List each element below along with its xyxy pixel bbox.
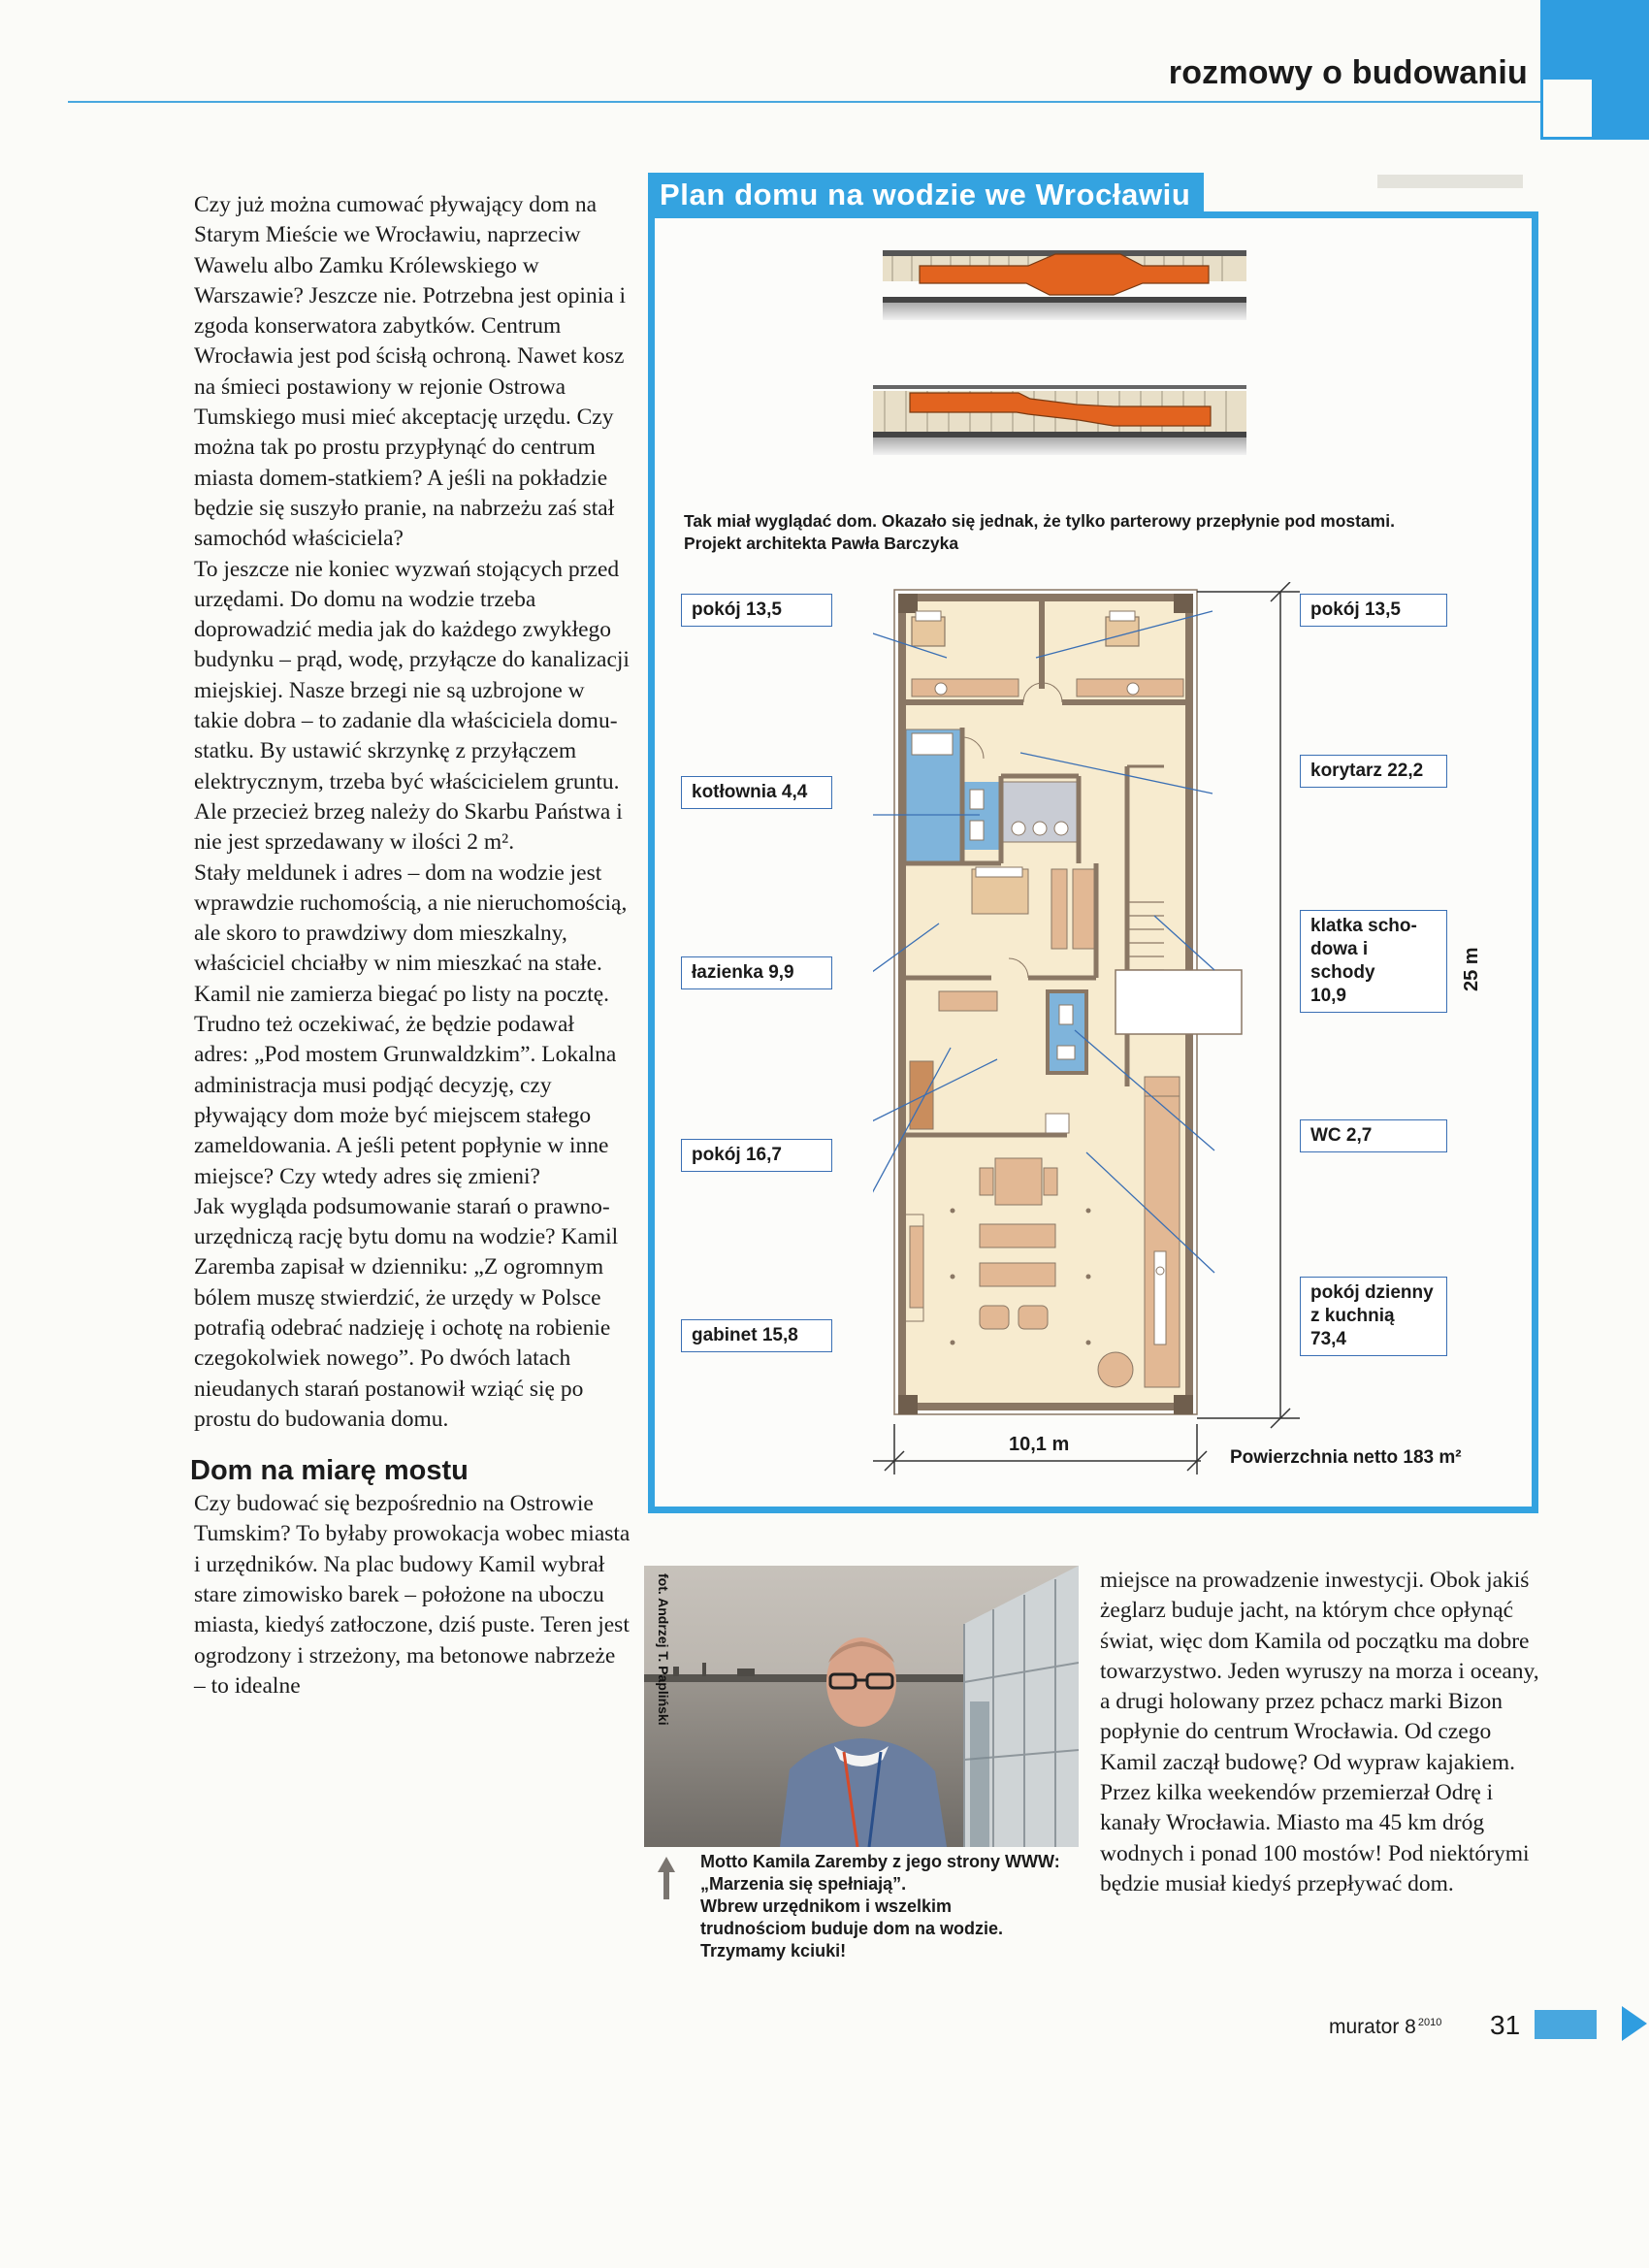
magazine-footer: [1329, 2016, 1441, 2039]
label-pokoj-167: pokój 16,7: [681, 1139, 832, 1172]
photo-caption: [700, 1851, 1079, 1962]
dimension-length: 25 m: [1461, 947, 1482, 991]
article-paragraph: Czy już można cumować pływający dom na Starym Mieście we Wrocławiu, naprzeciw Wawelu albo Zamku Królewskiego w Warszawie? Jeszcze nie. Potrzebna jest opinia i zgoda konserwatora zabytków. Centrum Wrocławia jest pod ścisłą ochroną. Nawet kosz na śmieci postawiony w rejonie Ostrowa Tumskiego musi mieć akceptację urzędu. Czy można tak po prostu przypłynąć do centrum miasta domem-statkiem? A jeśli na pokładzie będzie się suszyło pranie, na nabrzeżu zaś stał samochód właściciela?: [194, 192, 627, 552]
label-line: 10,9: [1310, 986, 1346, 1006]
magazine-year: 2010: [1417, 2017, 1442, 2028]
photo-caption-line: Trzymamy kciuki!: [700, 1941, 847, 1960]
figure-caption: [684, 510, 1479, 555]
label-lazienka: łazienka 9,9: [681, 956, 832, 989]
figure-title: Plan domu na wodzie we Wrocławiu: [648, 173, 1204, 217]
dimension-width: 10,1 m: [1009, 1434, 1070, 1455]
label-line: z kuchnią: [1310, 1306, 1395, 1326]
photo-caption-line: Wbrew urzędnikom i wszelkim: [700, 1896, 953, 1916]
up-arrow-icon: [656, 1855, 677, 1901]
header-rule: [68, 101, 1552, 103]
photo-credit: [646, 1570, 673, 1841]
house-elevation-drawings: [873, 244, 1300, 497]
magazine-name: murator 8: [1329, 2016, 1416, 2038]
label-wc: WC 2,7: [1300, 1119, 1447, 1152]
figure-caption-line: Projekt architekta Pawła Barczyka: [684, 534, 959, 553]
article-paragraph: Czy budować się bezpośrednio na Ostrowie Tumskim? To byłaby prowokacja wobec miasta i urzędników. Na plac budowy Kamil wybrał stare zimowisko barek – położone na uboczu miasta, kiedyś zatłoczone, dziś puste. Teren jest ogrodzony i strzeżony, ma betonowe nabrzeże – to idealne: [194, 1491, 630, 1699]
footer-bar: [1535, 2010, 1597, 2039]
label-pokoj-left: pokój 13,5: [681, 594, 832, 627]
label-kotlownia: kotłownia 4,4: [681, 776, 832, 809]
article-paragraph: Jak wygląda podsumowanie starań o prawno-urzędniczą rację bytu domu na wodzie? Kamil Zaremba zapisał w dzienniku: „Z ogromnym bólem muszę stwierdzić, że urzędy w Polsce potrafią odebrać nadzieję i ochotę na robienie czegokolwiek nowego”. Po dwóch latach nieudanych starań postanowił wziąć się po prostu do budowania domu.: [194, 1193, 619, 1432]
article-paragraph: Stały meldunek i adres – dom na wodzie jest wprawdzie ruchomością, a nie nieruchomością, ale skoro to prawdziwy dom mieszkalny, właściciel chciałby w nim mieszkać na stałe. Kamil nie zamierza biegać po listy na pocztę. Trudno też oczekiwać, że będzie podawał adres: „Pod mostem Grunwaldzkim”. Lokalna administracja musi podjąć decyzję, czy pływający dom może być miejscem stałego zameldowania. A jeśli petent popłynie w inne miejsce? Czy wtedy adres się zmieni?: [194, 859, 628, 1189]
section-title: rozmowy o budowaniu: [1168, 54, 1528, 91]
next-page-arrow-icon: [1622, 2006, 1647, 2041]
article-paragraph: To jeszcze nie koniec wyzwań stojących przed urzędami. Do domu na wodzie trzeba doprowadzić media jak do każdego zwykłego budynku – prąd, wodę, przyłącze do kanalizacji miejskiej. Nasze brzegi nie są uzbrojone w takie dobra – to zadanie dla właściciela domu-statku. By ustawić skrzynkę z przyłączem elektrycznym, trzeba być właścicielem gruntu. Ale przecież brzeg należy do Skarbu Państwa i nie jest sprzedawany w ilości 2 m².: [194, 556, 630, 856]
corner-tab-strip: [1595, 80, 1649, 140]
article-subheading: Dom na miarę mostu: [190, 1455, 469, 1487]
photo-caption-line: „Marzenia się spełniają”.: [700, 1874, 907, 1894]
label-klatka-schodowa: [1300, 910, 1447, 1013]
elevation-two-storey: [883, 250, 1246, 320]
article-right-column: [1100, 1566, 1542, 1899]
label-korytarz: korytarz 22,2: [1300, 755, 1447, 788]
photo-credit-text: fot. Andrzej T. Papliński: [656, 1573, 671, 1726]
floor-area: Powierzchnia netto 183 m²: [1230, 1447, 1462, 1468]
article-paragraph: miejsce na prowadzenie inwestycji. Obok jakiś żeglarz buduje jacht, na którym chce opłynąć świat, więc dom Kamila od początku ma dobre towarzystwo. Jeden wyruszy na morza i oceany, a drugi holowany przez pchacz marki Bizon popłynie do centrum Wrocławia. Od czego Kamil zaczął budowę? Od wypraw kajakiem. Przez kilka weekendów przemierzał Odrę i kanały Wrocławia. Miasto ma 45 km dróg wodnych i ponad 100 mostów! Pod niektórymi będzie musiał kiedyś przepływać dom.: [1100, 1568, 1539, 1896]
corner-tab-box: [1540, 80, 1595, 140]
elevation-single-storey: [873, 385, 1246, 455]
label-line: 73,4: [1310, 1329, 1346, 1349]
label-gabinet: gabinet 15,8: [681, 1319, 832, 1352]
page-number: 31: [1490, 2010, 1521, 2040]
corner-tab: [1540, 0, 1649, 80]
photo-caption-line: trudnościom buduje dom na wodzie.: [700, 1919, 1004, 1938]
portrait-photo: [644, 1566, 1079, 1847]
label-line: pokój dzienny: [1310, 1282, 1434, 1303]
label-pokoj-right: pokój 13,5: [1300, 594, 1447, 627]
figure-caption-line: Tak miał wyglądać dom. Okazało się jednak, że tylko parterowy przepłynie pod mostami.: [684, 511, 1395, 531]
label-line: dowa i schody: [1310, 939, 1375, 983]
article-left-column: [190, 190, 630, 1701]
label-line: klatka scho-: [1310, 916, 1417, 936]
label-pokoj-dzienny: [1300, 1277, 1447, 1356]
photo-caption-line: Motto Kamila Zaremby z jego strony WWW:: [700, 1852, 1060, 1871]
